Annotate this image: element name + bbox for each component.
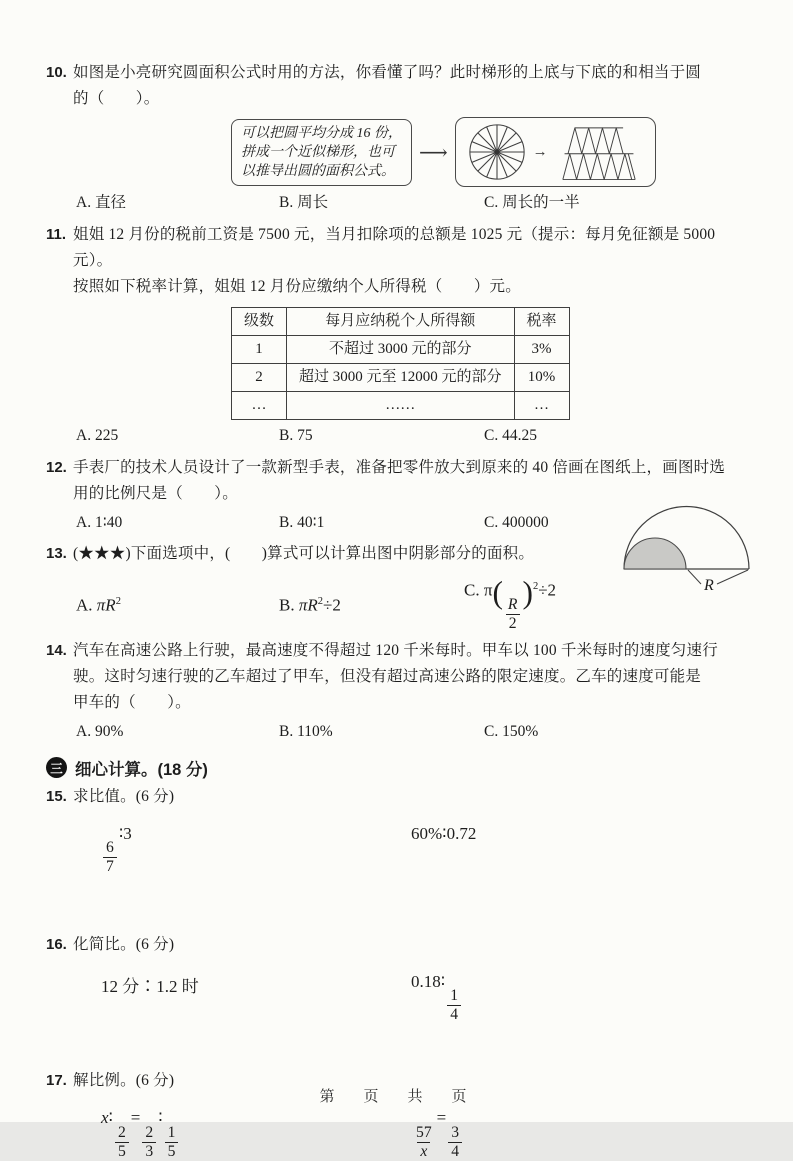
tax-rate-table (231, 307, 570, 420)
section-title: 细心计算。(18 分) (75, 760, 208, 779)
question-16 (46, 932, 755, 1024)
question-text-line: 的（ ）。 (73, 90, 160, 107)
q10-note-box (231, 119, 412, 186)
fraction-3-over-4: $\frac{3}{4}$ (448, 1124, 462, 1161)
fraction-6-over-7: $\frac{6}{7}$ (103, 839, 117, 876)
question-text-line: 按照如下税率计算，姐姐 12 月份应缴纳个人所得税（ ）元。 (73, 278, 521, 295)
table-row (232, 364, 570, 392)
header-cell: 级数 (232, 308, 287, 336)
fraction-57-over-x: $\frac{57}{x}$ (416, 1123, 432, 1160)
q10-figure (231, 117, 755, 187)
question-title: 化简比。(6 分) (73, 936, 175, 954)
question-number: 17. (46, 1072, 67, 1090)
header-cell: 每月应纳税个人所得额 (287, 308, 515, 336)
circle-center-dot (494, 150, 499, 155)
q10-diagram-box (455, 117, 656, 187)
q15-expressions (73, 824, 755, 876)
expression-right: $\frac{57}{x}$ = $\frac{3}{4}$ (411, 1108, 755, 1160)
table-cell: 超过 3000 元至 12000 元的部分 (287, 364, 515, 392)
table-cell: 不超过 3000 元的部分 (287, 336, 515, 364)
table-cell: … (514, 392, 569, 420)
question-15 (46, 784, 755, 876)
right-paren: ) (522, 575, 533, 611)
option-a: A. 直径 (76, 194, 126, 211)
working-space (46, 876, 755, 932)
option-b: B. 周长 (279, 194, 329, 211)
shaded-small-semicircle (624, 538, 686, 569)
table-header-row (232, 308, 570, 336)
table-cell: … (232, 392, 287, 420)
question-text-line: 甲车的（ ）。 (73, 693, 191, 711)
section-header (46, 756, 755, 780)
question-13 (46, 541, 755, 633)
option-c: C. 150% (484, 722, 539, 740)
question-text-line: (★★★)下面选项中，( )算式可以计算出图中阴影部分的面积。 (73, 545, 535, 562)
option-a: A. 225 (76, 427, 119, 444)
expression-left: 12 分∶1.2 时 (101, 977, 199, 997)
radius-label: R (704, 577, 714, 594)
question-title: 解比例。(6 分) (73, 1072, 175, 1090)
formula-pi-r: πR (298, 595, 318, 615)
question-number: 13. (46, 545, 67, 562)
question-text-line: 姐姐 12 月份的税前工资是 7500 元，当月扣除项的总额是 1025 元（提示：每月免征额是 5000 元）。 (73, 226, 716, 269)
question-number: 16. (46, 936, 67, 954)
expression-right: 0.18∶ $\frac{1}{4}$ (411, 972, 755, 1024)
q11-options (73, 424, 755, 448)
question-17 (46, 1068, 755, 1160)
option-b: B. 40∶1 (279, 514, 325, 531)
option-c: C. 44.25 (484, 427, 537, 444)
shaded-semicircle-diagram (609, 499, 759, 594)
header-cell: 税率 (514, 308, 569, 336)
question-14 (46, 638, 755, 744)
question-number: 14. (46, 641, 67, 659)
expression-left: x∶ $\frac{2}{5}$ = $\frac{2}{3}$ ∶ $\frac{1}{5}$ (101, 1108, 411, 1160)
section-three-icon: 三 (46, 757, 67, 778)
option-b: B. $\pi R^2\div 2$ (279, 595, 341, 615)
table-cell: 3% (514, 336, 569, 364)
expression-right: 60%∶0.72 (411, 823, 477, 843)
option-b: B. 110% (279, 722, 333, 740)
table-cell: 10% (514, 364, 569, 392)
note-line: 拼成一个近似梯形，也可 (241, 144, 395, 160)
question-11 (46, 222, 755, 448)
table-row (232, 392, 570, 420)
q17-expressions (73, 1108, 755, 1160)
question-text-line: 汽车在高速公路上行驶，最高速度不得超过 120 千米每时。甲车以 100 千米每时的速度匀速行 (73, 641, 718, 659)
page-footer: 第 页 共 页 (319, 1089, 474, 1105)
note-line: 以推导出圆的面积公式。 (241, 163, 395, 179)
option-c: C. 400000 (484, 514, 549, 531)
option-a: A. $\pi R^2$ (76, 595, 121, 615)
question-text-line: 手表厂的技术人员设计了一款新型手表，准备把零件放大到原来的 40 倍画在图纸上，画图时选 (73, 459, 726, 476)
circle-sectors-diagram (466, 121, 528, 183)
q10-options (73, 191, 755, 215)
question-number: 12. (46, 459, 67, 476)
option-c: C. π( $\frac{R}{2}$ )$^2$÷2 (464, 575, 557, 632)
fraction-1-over-4: $\frac{1}{4}$ (447, 987, 461, 1024)
right-arrow-icon: ⟶ (419, 141, 448, 164)
table-cell: 2 (232, 364, 287, 392)
question-text-line: 驶。这时匀速行驶的乙车超过了甲车，但没有超过高速公路的限定速度。乙车的速度可能是 (73, 667, 702, 685)
option-b: B. 75 (279, 427, 313, 444)
table-cell: 1 (232, 336, 287, 364)
note-line: 可以把圆平均分成 16 份， (241, 125, 402, 141)
option-a: A. 1∶40 (76, 514, 123, 531)
question-number: 15. (46, 787, 67, 805)
right-arrow-icon: → (532, 143, 548, 160)
question-text-line: 如图是小亮研究圆面积公式时用的方法，你看懂了吗？此时梯形的上底与下底的和相当于圆 (73, 64, 702, 81)
q16-expressions (73, 972, 755, 1024)
trapezoid-sectors-diagram (553, 121, 645, 183)
question-title: 求比值。(6 分) (73, 787, 175, 805)
question-text-line: 用的比例尺是（ ）。 (73, 485, 238, 502)
option-c: C. 周长的一半 (484, 194, 580, 211)
option-a: A. 90% (76, 722, 124, 740)
table-cell: …… (287, 392, 515, 420)
fraction-1-over-5: $\frac{1}{5}$ (165, 1124, 179, 1161)
fraction-r-over-2: $\frac{R}{2}$ (505, 596, 521, 633)
question-10 (46, 60, 755, 215)
formula-pi: π (483, 580, 493, 600)
formula-pi-r: πR (96, 595, 116, 615)
working-space (46, 1024, 755, 1068)
expression-left: $\frac{6}{7}$ ∶3 (101, 824, 411, 876)
q14-options (73, 720, 755, 744)
fraction-2-over-5: $\frac{2}{5}$ (115, 1124, 129, 1161)
table-row (232, 336, 570, 364)
fraction-2-over-3: $\frac{2}{3}$ (142, 1124, 156, 1161)
left-paren: ( (492, 575, 503, 611)
question-number: 10. (46, 64, 67, 81)
question-number: 11. (46, 226, 67, 243)
